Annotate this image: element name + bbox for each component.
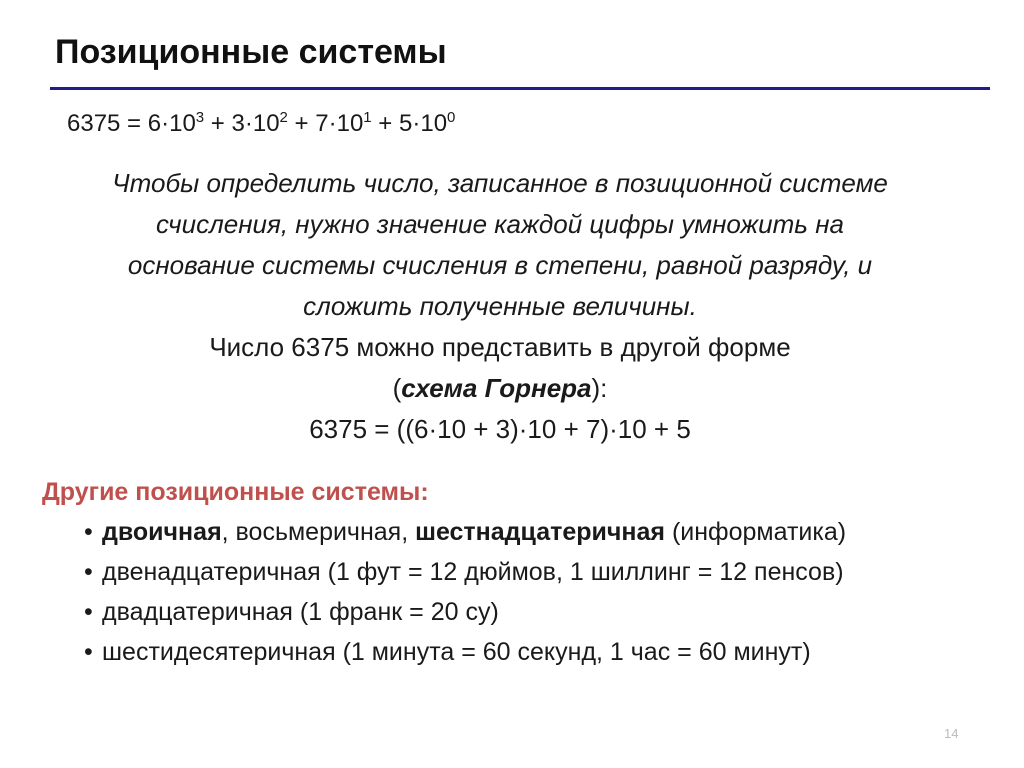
formula-exponent-4: 0 [447,109,456,126]
other-systems-list [84,514,984,674]
bullet-icon: • [84,518,93,546]
formula-term-2: 3·10 [231,110,280,137]
informatics-note: (информатика) [665,518,847,546]
page-number: 14 [944,726,959,741]
binary-label: двоичная [102,518,222,546]
vigesimal-text: двадцатеричная (1 франк = 20 су) [102,598,499,626]
list-item [84,634,984,670]
horner-scheme-name: схема Горнера [401,373,592,403]
slide-title: Позиционные системы [55,33,447,71]
list-item [84,554,984,590]
other-systems-heading: Другие позиционные системы: [42,478,429,506]
formula-term-4: 5·10 [399,110,448,137]
list-item [84,514,984,550]
rule-line-3: основание системы счисления в степени, равной разряду, и [127,250,873,280]
rule-line-1: Чтобы определить число, записанное в позиционной системе [112,168,888,198]
rule-line-2: счисления, нужно значение каждой цифры умножить на [156,209,844,239]
horner-paren-close: ): [591,373,608,403]
formula-exponent-2: 2 [279,109,288,126]
expanded-formula [67,110,455,138]
horner-label [20,368,980,409]
formula-plus-2: + [287,110,316,137]
formula-plus-1: + [204,110,232,137]
explanation-block [20,163,980,450]
bullet-icon: • [84,558,93,586]
sexagesimal-text: шестидесятеричная (1 минута = 60 секунд, 1 час = 60 минут) [102,638,811,666]
formula-exponent-3: 1 [363,109,372,126]
formula-plus-3: + [371,110,399,137]
bullet-icon: • [84,598,93,626]
hex-label: шестнадцатеричная [415,518,666,546]
formula-exponent-1: 3 [195,109,205,126]
formula-term-1: 6·10 [147,110,196,137]
formula-lhs: 6375 = [67,110,148,137]
title-divider [50,87,990,90]
horner-formula: 6375 = ((6·10 + 3)·10 + 7)·10 + 5 [309,414,691,444]
horner-paren-open: ( [392,373,402,403]
list-item [84,594,984,630]
octal-label: , восьмеричная, [221,518,416,546]
rule-line-4: сложить полученные величины. [303,291,697,321]
bullet-icon: • [84,638,93,666]
formula-term-3: 7·10 [315,110,364,137]
duodecimal-text: двенадцатеричная (1 фут = 12 дюймов, 1 шиллинг = 12 пенсов) [102,558,844,586]
horner-intro: Число 6375 можно представить в другой форме [209,332,791,362]
